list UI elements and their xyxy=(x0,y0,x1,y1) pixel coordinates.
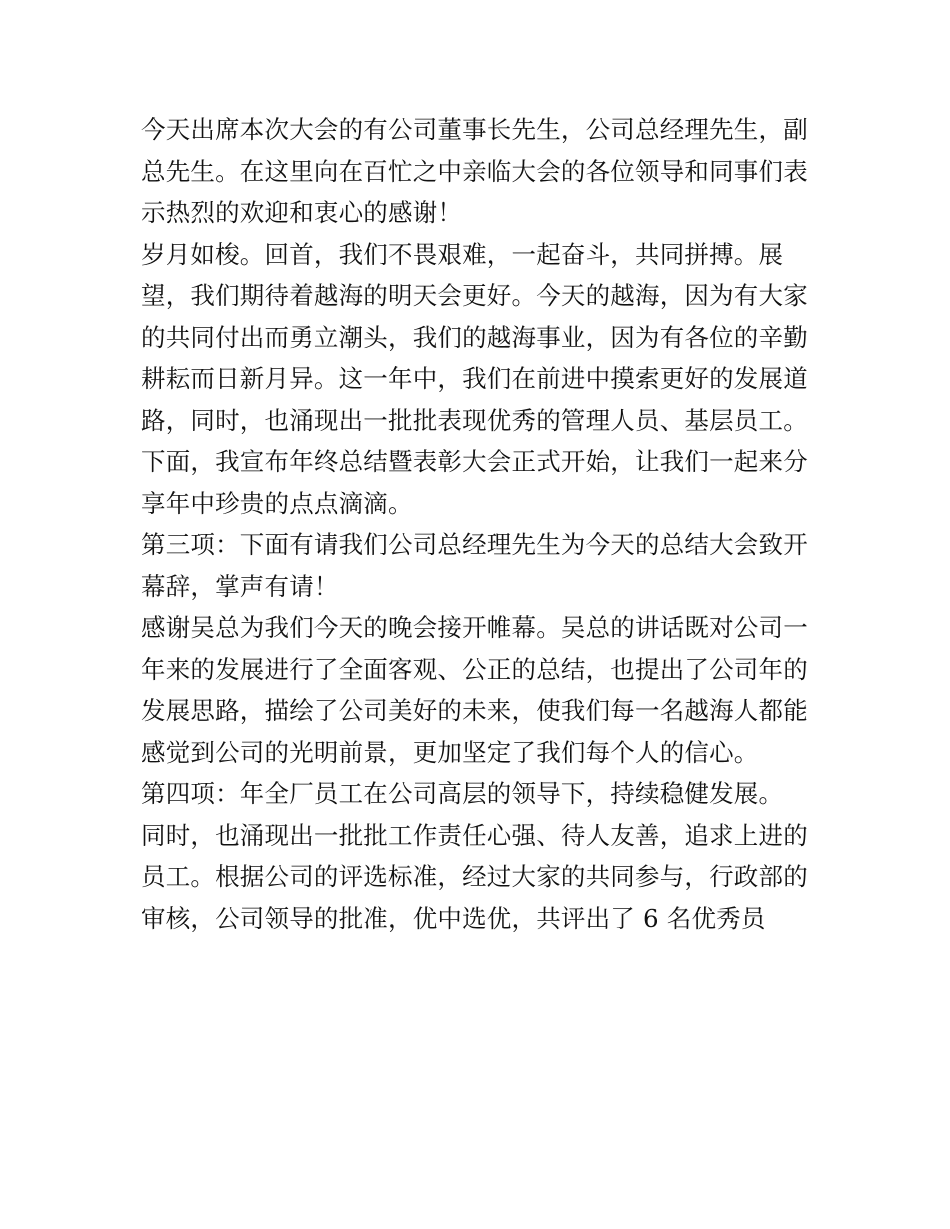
text-line: 第四项：年全厂员工在公司高层的领导下，持续稳健发展。 xyxy=(141,779,784,808)
text-line: 感觉到公司的光明前景，更加坚定了我们每个人的信心。 xyxy=(141,737,759,767)
text-line: 感谢吴总为我们今天的晚会接开帷幕。吴总的讲话既对公司一 xyxy=(141,613,808,642)
text-line: 总先生。在这里向在百忙之中亲临大会的各位领导和同事们表 xyxy=(141,156,808,186)
text-line: 同时，也涌现出一批批工作责任心强、待人友善，追求上进的 xyxy=(141,820,808,850)
text-line: 发展思路，描绘了公司美好的未来，使我们每一名越海人都能 xyxy=(141,696,808,725)
text-line: 的共同付出而勇立潮头，我们的越海事业，因为有各位的辛勤 xyxy=(141,322,808,352)
text-line: 望，我们期待着越海的明天会更好。今天的越海，因为有大家 xyxy=(141,281,808,310)
text-line: 今天出席本次大会的有公司董事长先生，公司总经理先生，副 xyxy=(141,115,808,144)
text-line: 岁月如梭。回首，我们不畏艰难，一起奋斗，共同拼搏。展 xyxy=(141,239,784,269)
text-line: 审核，公司领导的批准，优中选优，共评出了 6 名优秀员 xyxy=(141,903,766,933)
text-line: 享年中珍贵的点点滴滴。 xyxy=(141,488,413,518)
text-line: 下面，我宣布年终总结暨表彰大会正式开始，让我们一起来分 xyxy=(141,447,808,476)
text-line: 第三项：下面有请我们公司总经理先生为今天的总结大会致开 xyxy=(141,530,808,559)
text-line: 耕耘而日新月异。这一年中，我们在前进中摸索更好的发展道 xyxy=(141,364,808,393)
text-line: 幕辞，掌声有请！ xyxy=(141,571,339,601)
text-line: 员工。根据公司的评选标准，经过大家的共同参与，行政部的 xyxy=(141,862,808,891)
document-body xyxy=(141,109,821,939)
text-line: 示热烈的欢迎和衷心的感谢！ xyxy=(141,198,463,227)
text-line: 年来的发展进行了全面客观、公正的总结，也提出了公司年的 xyxy=(141,654,808,684)
text-line: 路，同时，也涌现出一批批表现优秀的管理人员、基层员工。 xyxy=(141,405,808,435)
